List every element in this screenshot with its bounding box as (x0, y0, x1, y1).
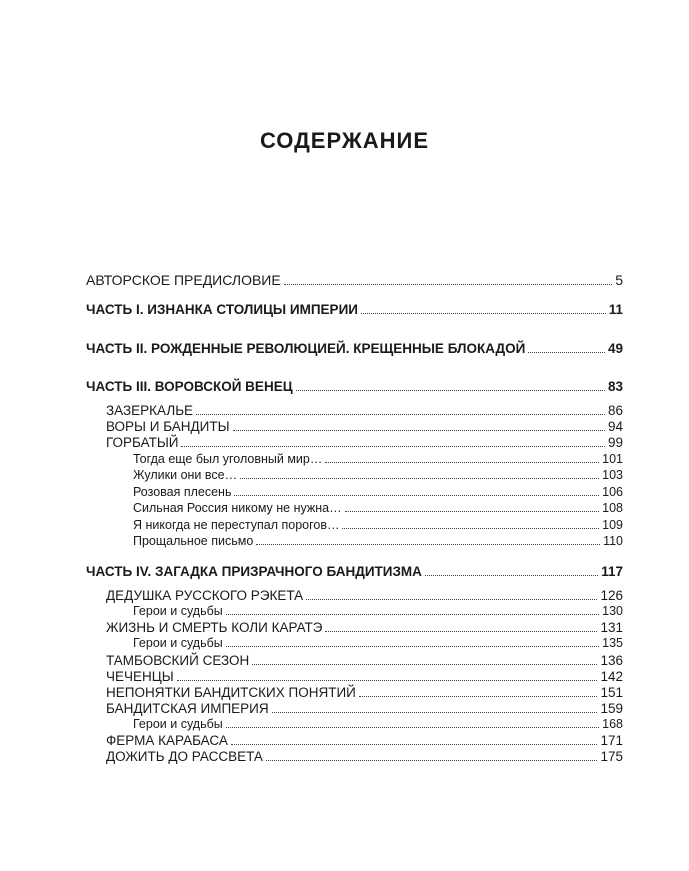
toc-subentry[interactable] (133, 518, 623, 532)
toc-entry[interactable] (106, 749, 623, 764)
toc-entry[interactable] (106, 653, 623, 668)
dot-leader (256, 544, 600, 545)
dot-leader (528, 352, 605, 353)
toc-entry-label: АВТОРСКОЕ ПРЕДИСЛОВИЕ (86, 272, 281, 288)
dot-leader (425, 575, 598, 576)
toc-entry-label: ГОРБАТЫЙ (106, 435, 179, 450)
dot-leader (177, 680, 598, 681)
dot-leader (196, 414, 605, 415)
dot-leader (231, 744, 598, 745)
toc-entry[interactable] (106, 435, 623, 450)
dot-leader (325, 462, 599, 463)
dot-leader (226, 646, 599, 647)
toc-entry[interactable] (106, 588, 623, 603)
toc-entry-page: 168 (602, 717, 623, 731)
toc-entry[interactable] (106, 701, 623, 716)
dot-leader (306, 599, 597, 600)
toc-entry[interactable] (106, 685, 623, 700)
toc-entry[interactable] (86, 302, 623, 317)
toc-entry-page: 11 (608, 302, 623, 317)
toc-entry-page: 135 (602, 636, 623, 650)
toc-entry-label: ЖИЗНЬ И СМЕРТЬ КОЛИ КАРАТЭ (106, 620, 323, 635)
toc-entry-label: ЧАСТЬ II. РОЖДЕННЫЕ РЕВОЛЮЦИЕЙ. КРЕЩЕННЫЕ БЛОКАДОЙ (86, 341, 526, 356)
toc-entry-label: ВОРЫ И БАНДИТЫ (106, 419, 230, 434)
toc-entry-page: 106 (602, 485, 623, 499)
toc-subentry[interactable] (133, 452, 623, 466)
dot-leader (252, 664, 597, 665)
toc-entry[interactable] (86, 341, 623, 356)
toc-entry-label: ЧАСТЬ III. ВОРОВСКОЙ ВЕНЕЦ (86, 379, 293, 394)
dot-leader (296, 390, 605, 391)
toc-entry-label: Розовая плесень (133, 485, 232, 499)
dot-leader (361, 313, 606, 314)
dot-leader (284, 284, 613, 285)
dot-leader (181, 446, 604, 447)
dot-leader (226, 727, 599, 728)
toc-entry-label: Герои и судьбы (133, 717, 223, 731)
toc-entry-label: Жулики они все… (133, 468, 238, 482)
toc-entry-page: 151 (600, 685, 623, 700)
toc-entry-label: НЕПОНЯТКИ БАНДИТСКИХ ПОНЯТИЙ (106, 685, 356, 700)
toc-entry-label: ЧАСТЬ I. ИЗНАНКА СТОЛИЦЫ ИМПЕРИИ (86, 302, 358, 317)
toc-entry-page: 117 (601, 564, 623, 579)
toc-entry-page: 159 (600, 701, 623, 716)
toc-entry-page: 86 (607, 403, 623, 418)
toc-entry[interactable] (106, 669, 623, 684)
toc-subentry[interactable] (133, 468, 623, 482)
toc-entry-label: БАНДИТСКАЯ ИМПЕРИЯ (106, 701, 269, 716)
toc-entry[interactable] (86, 564, 623, 579)
toc-entry-page: 5 (615, 272, 623, 288)
toc-entry-page: 49 (607, 341, 623, 356)
toc-entry-page: 175 (600, 749, 623, 764)
toc-entry-page: 110 (603, 534, 623, 548)
toc-entry-label: ДОЖИТЬ ДО РАССВЕТА (106, 749, 263, 764)
toc-entry[interactable] (106, 620, 623, 635)
toc-subentry[interactable] (133, 636, 623, 650)
toc-entry-page: 101 (602, 452, 623, 466)
toc-entry[interactable] (86, 272, 623, 288)
toc-entry-label: ТАМБОВСКИЙ СЕЗОН (106, 653, 250, 668)
toc-entry-page: 126 (600, 588, 623, 603)
toc-subentry[interactable] (133, 717, 623, 731)
toc-entry-label: ЧЕЧЕНЦЫ (106, 669, 174, 684)
dot-leader (342, 528, 599, 529)
toc-subentry[interactable] (133, 485, 623, 499)
toc-entry-label: ДЕДУШКА РУССКОГО РЭКЕТА (106, 588, 304, 603)
dot-leader (240, 478, 599, 479)
toc-entry-page: 136 (600, 653, 623, 668)
toc-entry-label: ЗАЗЕРКАЛЬЕ (106, 403, 194, 418)
toc-entry-page: 109 (602, 518, 623, 532)
toc-entry[interactable] (106, 403, 623, 418)
toc-subentry[interactable] (133, 534, 623, 548)
toc-entry-page: 94 (607, 419, 623, 434)
toc-entry-page: 171 (600, 733, 623, 748)
toc-subentry[interactable] (133, 604, 623, 618)
toc-entry[interactable] (106, 419, 623, 434)
dot-leader (359, 696, 598, 697)
toc-entry-page: 142 (600, 669, 623, 684)
dot-leader (233, 430, 605, 431)
toc-entry-page: 99 (607, 435, 623, 450)
toc-entry-label: Я никогда не переступал порогов… (133, 518, 340, 532)
toc-subentry[interactable] (133, 501, 623, 515)
toc-entry-label: ФЕРМА КАРАБАСА (106, 733, 228, 748)
toc-entry-label: ЧАСТЬ IV. ЗАГАДКА ПРИЗРАЧНОГО БАНДИТИЗМА (86, 564, 422, 579)
dot-leader (325, 631, 597, 632)
toc-entry-label: Герои и судьбы (133, 604, 223, 618)
dot-leader (272, 712, 598, 713)
toc-entry-label: Прощальное письмо (133, 534, 254, 548)
dot-leader (345, 511, 600, 512)
toc-entry-label: Тогда еще был уголовный мир… (133, 452, 323, 466)
toc-entry-page: 108 (602, 501, 623, 515)
dot-leader (226, 614, 599, 615)
toc-entry-page: 131 (600, 620, 623, 635)
toc-entry-label: Сильная Россия никому не нужна… (133, 501, 342, 515)
dot-leader (266, 760, 598, 761)
toc-entry-label: Герои и судьбы (133, 636, 223, 650)
dot-leader (234, 495, 599, 496)
page-title: СОДЕРЖАНИЕ (259, 128, 430, 153)
toc-entry-page: 103 (602, 468, 623, 482)
toc-entry[interactable] (106, 733, 623, 748)
toc-entry[interactable] (86, 379, 623, 394)
toc-entry-page: 83 (607, 379, 623, 394)
toc-entry-page: 130 (602, 604, 623, 618)
